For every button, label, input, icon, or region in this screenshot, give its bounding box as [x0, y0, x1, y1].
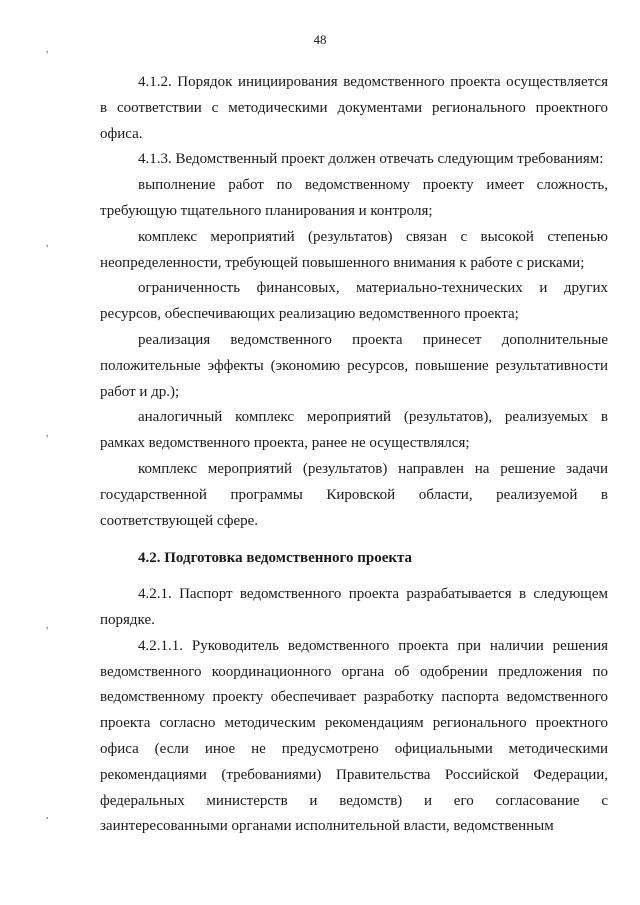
paragraph: 4.2.1.1. Руководитель ведомственного проекта при наличии решения ведомственного координационного органа об одобрении предложения по ведомственному проекту обеспечивает разработку паспорта ведомственного проекта согласно методическим рекомендациям регионального проектного офиса (если иное не предусмотрено официальными методическими рекомендациями (требованиями) Правительства Российской Федерации, федеральных министерств и ведомств) и его согласование с заинтересованными органами исполнительной власти, ведомственным: [100, 637, 608, 835]
paragraph: 4.1.2. Порядок инициирования ведомственного проекта осуществляется в соответствии с методическими документами регионального проектного офиса.: [100, 74, 608, 142]
scan-mark: ,: [46, 238, 49, 249]
paragraph: комплекс мероприятий (результатов) направлен на решение задачи государственной программы Кировской области, реализуемой в соответствующей сфере.: [100, 460, 608, 529]
scan-mark: ,: [46, 810, 49, 821]
page-number: 48: [313, 32, 327, 47]
scan-mark: ,: [46, 620, 49, 631]
scan-mark: ,: [46, 428, 49, 439]
paragraph: аналогичный комплекс мероприятий (результатов), реализуемых в рамках ведомственного проекта, ранее не осуществлялся;: [100, 409, 608, 452]
paragraph: комплекс мероприятий (результатов) связан с высокой степенью неопределенности, требующей повышенного внимания к работе с рисками;: [100, 228, 608, 271]
section-heading: 4.2. Подготовка ведомственного проекта: [138, 550, 413, 567]
paragraph: ограниченность финансовых, материально-технических и других ресурсов, обеспечивающих реализацию ведомственного проекта;: [100, 280, 608, 323]
scan-mark: ,: [46, 44, 49, 55]
paragraph: выполнение работ по ведомственному проекту имеет сложность, требующую тщательного планирования и контроля;: [100, 177, 608, 219]
paragraph: реализация ведомственного проекта принесет дополнительные положительные эффекты (экономию ресурсов, повышение результативности работ и др.);: [100, 331, 608, 400]
body-text: [100, 70, 608, 840]
paragraph: 4.2.1. Паспорт ведомственного проекта разрабатывается в следующем порядке.: [100, 586, 608, 628]
paragraph: 4.1.3. Ведомственный проект должен отвечать следующим требованиям:: [138, 151, 604, 168]
